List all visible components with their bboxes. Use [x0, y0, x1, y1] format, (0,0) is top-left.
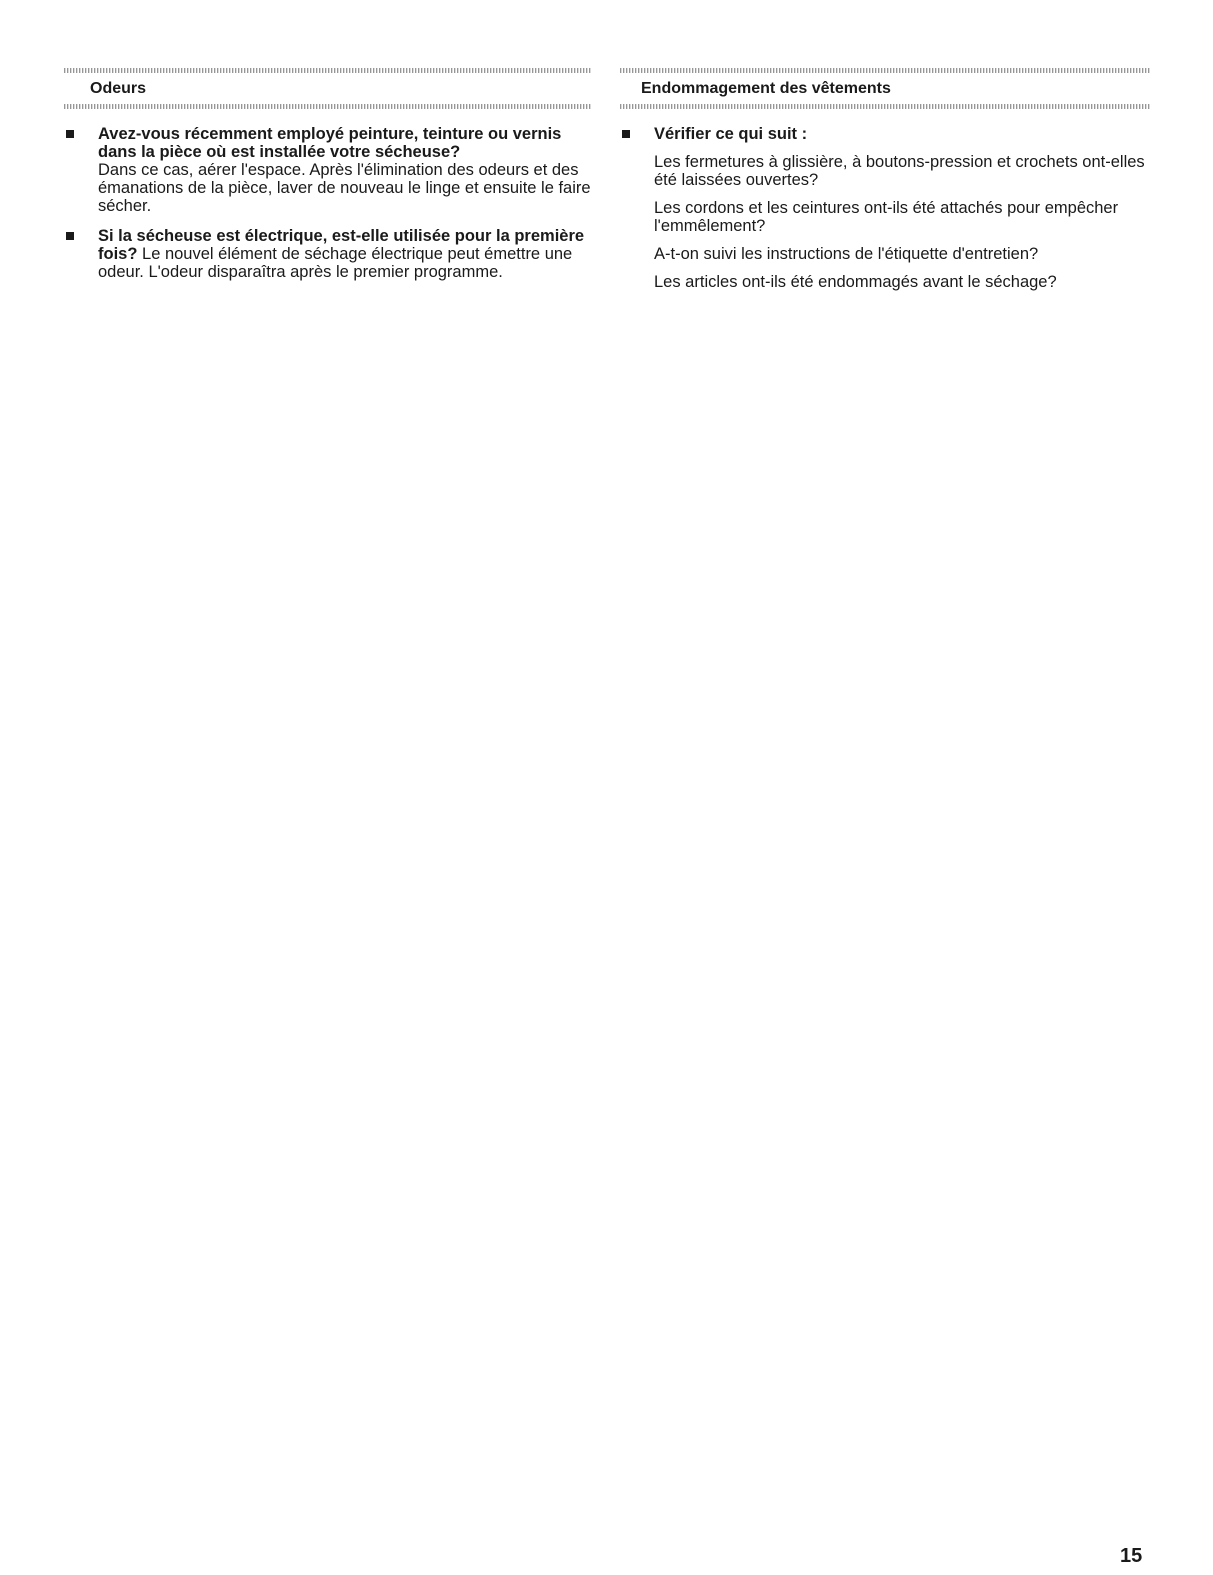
section-odeurs — [64, 68, 592, 293]
check-line: Les fermetures à glissière, à boutons-pression et crochets ont-elles été laissées ouvertes? — [654, 153, 1145, 189]
page-number: 15 — [1120, 1545, 1143, 1567]
check-line: A-t-on suivi les instructions de l'étiquette d'entretien? — [654, 245, 1039, 263]
check-line: Les cordons et les ceintures ont-ils été attachés pour empêcher l'emmêlement? — [654, 199, 1119, 235]
list-item — [64, 125, 592, 215]
check-line: Les articles ont-ils été endommagés avant le séchage? — [654, 273, 1057, 291]
section-endommagement — [620, 68, 1151, 301]
square-bullet-icon — [66, 130, 74, 138]
section-rule-top — [64, 68, 592, 73]
section-rule-top — [620, 68, 1151, 73]
square-bullet-icon — [622, 130, 630, 138]
section-title: Endommagement des vêtements — [641, 80, 891, 97]
question-text: Si la sécheuse est électrique, est-elle utilisée pour la première fois? — [98, 227, 585, 263]
list-item — [620, 125, 1151, 143]
answer-text: Dans ce cas, aérer l'espace. Après l'élimination des odeurs et des émanations de la pièce, laver de nouveau le linge et ensuite le faire sécher. — [98, 161, 591, 215]
square-bullet-icon — [66, 232, 74, 240]
section-title: Odeurs — [90, 80, 147, 97]
answer-text: Le nouvel élément de séchage électrique peut émettre une odeur. L'odeur disparaîtra après le premier programme. — [98, 245, 573, 281]
bullet-list — [64, 125, 592, 281]
bullet-heading: Vérifier ce qui suit : — [654, 125, 808, 143]
question-text: Avez-vous récemment employé peinture, teinture ou vernis dans la pièce où est installée votre sécheuse? — [98, 125, 562, 161]
bullet-list — [620, 125, 1151, 143]
section-rule-bottom — [620, 104, 1151, 109]
list-item — [64, 227, 592, 281]
section-rule-bottom — [64, 104, 592, 109]
